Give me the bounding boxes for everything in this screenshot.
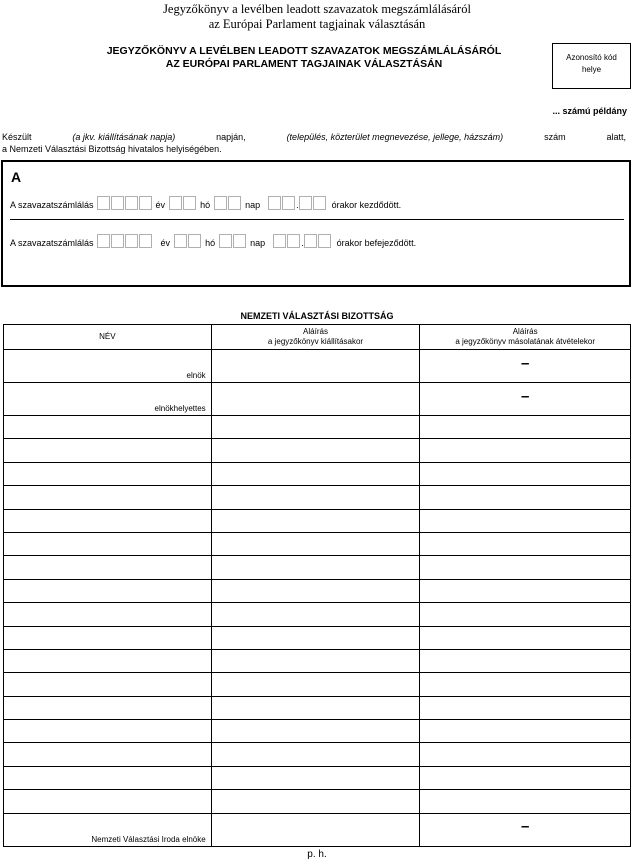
signature-cell[interactable]	[211, 579, 420, 602]
name-cell[interactable]	[4, 509, 212, 532]
signature-cell[interactable]	[211, 649, 420, 672]
signature-copy-cell: –	[420, 813, 631, 846]
table-row	[4, 439, 631, 462]
name-cell[interactable]	[4, 649, 212, 672]
signature-copy-cell[interactable]	[420, 556, 631, 579]
signature-cell[interactable]	[211, 509, 420, 532]
day-label: nap	[250, 238, 266, 248]
signature-copy-cell[interactable]	[420, 439, 631, 462]
table-row	[4, 532, 631, 555]
prepared-date-hint: (a jkv. kiállításának napja)	[72, 132, 176, 142]
signature-cell[interactable]	[211, 696, 420, 719]
table-row	[4, 626, 631, 649]
table-row	[4, 350, 631, 383]
start-suffix: órakor kezdődött.	[331, 200, 402, 210]
day-label: nap	[245, 200, 261, 210]
name-cell[interactable]	[4, 462, 212, 485]
table-row	[4, 579, 631, 602]
signature-cell[interactable]	[211, 462, 420, 485]
signature-cell[interactable]	[211, 790, 420, 813]
signature-cell[interactable]	[211, 383, 420, 416]
month-label: hó	[205, 238, 216, 248]
minute-input[interactable]	[299, 196, 327, 210]
signature-cell[interactable]	[211, 350, 420, 383]
name-cell[interactable]	[4, 532, 212, 555]
table-row	[4, 509, 631, 532]
signature-cell[interactable]	[211, 439, 420, 462]
prepared-word: alatt,	[606, 132, 626, 142]
table-row	[4, 790, 631, 813]
name-cell[interactable]	[4, 486, 212, 509]
signature-cell[interactable]	[211, 673, 420, 696]
signature-copy-cell[interactable]	[420, 486, 631, 509]
signature-cell[interactable]	[211, 720, 420, 743]
end-suffix: órakor befejeződött.	[336, 238, 417, 248]
table-row	[4, 743, 631, 766]
signature-copy-cell[interactable]	[420, 579, 631, 602]
prepared-word: Készült	[2, 132, 32, 142]
signature-cell[interactable]	[211, 416, 420, 439]
count-end-row	[10, 234, 416, 248]
signature-copy-cell[interactable]	[420, 532, 631, 555]
name-column-header: NÉV	[4, 325, 212, 350]
section-a-divider	[10, 219, 624, 220]
table-row	[4, 556, 631, 579]
day-input[interactable]	[214, 196, 242, 210]
prepared-location-hint: (település, közterület megnevezése, jellege, házszám)	[286, 132, 504, 142]
table-row	[4, 383, 631, 416]
signature-copy-cell[interactable]	[420, 696, 631, 719]
hour-input[interactable]	[268, 196, 296, 210]
signature-copy-cell[interactable]	[420, 603, 631, 626]
signature-copy-cell: –	[420, 383, 631, 416]
count-start-label: A szavazatszámlálás	[10, 200, 94, 210]
name-cell[interactable]	[4, 766, 212, 789]
year-input[interactable]	[97, 234, 153, 248]
table-row	[4, 673, 631, 696]
name-cell[interactable]	[4, 720, 212, 743]
signature-cell[interactable]	[211, 743, 420, 766]
signature-cell[interactable]	[211, 532, 420, 555]
signature-issue-column-header: Aláírás a jegyzőkönyv kiállításakor	[211, 325, 420, 350]
name-cell[interactable]	[4, 743, 212, 766]
signature-copy-cell[interactable]	[420, 649, 631, 672]
minute-input[interactable]	[304, 234, 332, 248]
vice-chair-name-cell[interactable]: elnökhelyettes	[4, 383, 212, 416]
name-cell[interactable]	[4, 439, 212, 462]
signature-cell[interactable]	[211, 766, 420, 789]
name-cell[interactable]	[4, 603, 212, 626]
prepared-word: napján,	[216, 132, 246, 142]
signature-copy-cell[interactable]	[420, 416, 631, 439]
id-code-label-line1: Azonosító kód	[566, 53, 617, 62]
stamp-place: p. h.	[307, 849, 327, 860]
main-heading-line2: AZ EURÓPAI PARLAMENT TAGJAINAK VÁLASZTÁSÁN	[165, 57, 443, 70]
document-title	[0, 2, 634, 32]
id-code-label-line2: helye	[581, 65, 602, 74]
table-row	[4, 766, 631, 789]
name-cell[interactable]	[4, 696, 212, 719]
chair-name-cell[interactable]: elnök	[4, 350, 212, 383]
signature-copy-cell: –	[420, 350, 631, 383]
signature-cell[interactable]	[211, 626, 420, 649]
signature-copy-cell[interactable]	[420, 720, 631, 743]
main-heading-line1: JEGYZŐKÖNYV A LEVÉLBEN LEADOTT SZAVAZATOK MEGSZÁMLÁLÁSÁRÓL	[106, 45, 502, 57]
table-row	[4, 603, 631, 626]
month-label: hó	[200, 200, 211, 210]
table-row	[4, 462, 631, 485]
month-input[interactable]	[169, 196, 197, 210]
signature-copy-column-header: Aláírás a jegyzőkönyv másolatának átvételekor	[420, 325, 631, 350]
name-cell[interactable]	[4, 790, 212, 813]
signature-table	[3, 324, 631, 847]
table-row	[4, 416, 631, 439]
name-cell[interactable]	[4, 579, 212, 602]
section-a-box	[1, 160, 631, 287]
hour-input[interactable]	[273, 234, 301, 248]
prepared-statement	[2, 131, 626, 155]
signature-copy-cell[interactable]	[420, 462, 631, 485]
signature-copy-cell[interactable]	[420, 509, 631, 532]
count-end-label: A szavazatszámlálás	[10, 238, 94, 248]
name-cell[interactable]	[4, 626, 212, 649]
prepared-line2: a Nemzeti Választási Bizottság hivatalos helyiségében.	[2, 144, 222, 154]
count-start-row	[10, 196, 401, 210]
signature-copy-cell[interactable]	[420, 766, 631, 789]
time-separator: .	[296, 200, 299, 210]
name-cell[interactable]	[4, 416, 212, 439]
table-row	[4, 696, 631, 719]
committee-title: NEMZETI VÁLASZTÁSI BIZOTTSÁG	[240, 311, 394, 321]
document-title-line1: Jegyzőkönyv a levélben leadott szavazatok megszámlálásáról	[163, 2, 471, 16]
signature-copy-cell[interactable]	[420, 790, 631, 813]
time-separator: .	[301, 238, 304, 248]
year-input[interactable]	[97, 196, 153, 210]
year-label: év	[160, 238, 171, 248]
table-row	[4, 649, 631, 672]
document-title-line2: az Európai Parlament tagjainak választásán	[208, 17, 426, 31]
main-heading	[80, 45, 528, 70]
table-row	[4, 720, 631, 743]
signature-cell[interactable]	[211, 603, 420, 626]
signature-cell[interactable]	[211, 556, 420, 579]
day-input[interactable]	[219, 234, 247, 248]
copy-number: ... számú példány	[552, 106, 627, 116]
signature-cell[interactable]	[211, 813, 420, 846]
section-a-letter: A	[11, 169, 22, 185]
table-row	[4, 813, 631, 846]
name-cell[interactable]	[4, 673, 212, 696]
month-input[interactable]	[174, 234, 202, 248]
year-label: év	[155, 200, 166, 210]
signature-copy-cell[interactable]	[420, 743, 631, 766]
signature-cell[interactable]	[211, 486, 420, 509]
signature-copy-cell[interactable]	[420, 673, 631, 696]
table-row	[4, 486, 631, 509]
id-code-box	[552, 43, 631, 89]
name-cell[interactable]	[4, 556, 212, 579]
office-head-name-cell[interactable]: Nemzeti Választási Iroda elnöke	[4, 813, 212, 846]
signature-copy-cell[interactable]	[420, 626, 631, 649]
prepared-word: szám	[544, 132, 566, 142]
